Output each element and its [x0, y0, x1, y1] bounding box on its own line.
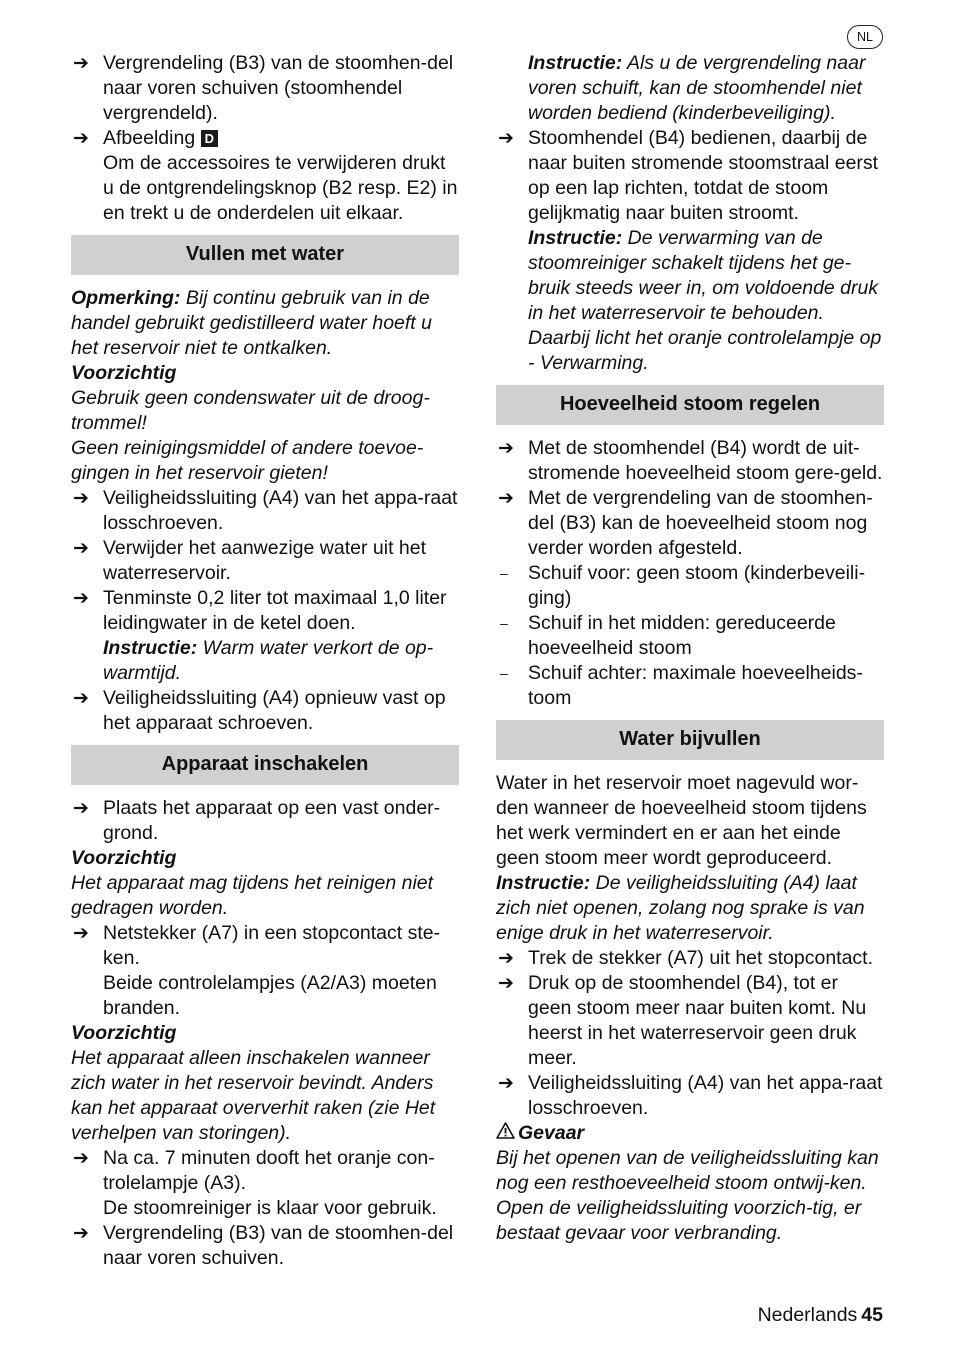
list-item: ➔ Tenminste 0,2 liter tot maximaal 1,0 liter leidingwater in de ketel doen.	[71, 586, 459, 636]
list-item-continuation: De stoomreiniger is klaar voor gebruik.	[103, 1197, 437, 1219]
list-item: ➔ Veiligheidssluiting (A4) opnieuw vast op het apparaat schroeven.	[71, 686, 459, 736]
list-item: ➔ Met de stoomhendel (B4) wordt de uit-stromende hoeveelheid stoom gere-geld.	[496, 436, 884, 486]
list-item: ➔ Vergrendeling (B3) van de stoomhen-del naar voren schuiven (stoomhendel vergrendeld).	[71, 51, 459, 126]
figure-label-box: D	[201, 130, 218, 147]
instruction-label: Instructie:	[528, 52, 623, 74]
instruction-note	[496, 871, 884, 946]
list-item: ➔ Plaats het apparaat op een vast onder-grond.	[71, 796, 459, 846]
instruction-text: De verwarming van de stoomreiniger schakelt tijdens het ge-bruik steeds weer in, om voldoende druk in het waterreservoir te behouden. Daarbij licht het oranje controlelampje op - Verwarming.	[528, 227, 882, 374]
list-item: ➔ Netstekker (A7) in een stopcontact ste-ken.	[71, 921, 459, 971]
list-item: ➔ Trek de stekker (A7) uit het stopcontact.	[496, 946, 884, 971]
right-column	[496, 51, 884, 1246]
note-text: Bij continu gebruik van in de handel gebruikt gedistilleerd water hoeft u het reservoir niet te ontkalken.	[71, 287, 432, 359]
dash-item: – Schuif in het midden: gereduceerde hoeveelheid stoom	[496, 611, 884, 661]
section-heading-inschakelen: Apparaat inschakelen	[71, 745, 459, 785]
danger-label-line	[496, 1121, 884, 1146]
note-paragraph	[71, 286, 459, 361]
caution-text: Geen reinigingsmiddel of andere toevoe-gingen in het reservoir gieten!	[71, 437, 424, 484]
instruction-note	[496, 51, 884, 126]
list-item	[71, 126, 459, 151]
dash-item: – Schuif achter: maximale hoeveelheids-toom	[496, 661, 884, 711]
list-item: ➔ Verwijder het aanwezige water uit het waterreservoir.	[71, 536, 459, 586]
instruction-label: Instructie:	[496, 872, 591, 894]
danger-text: Bij het openen van de veiligheidssluiting kan nog een resthoeveelheid stoom ontwij-ken. Open de veiligheidssluiting voorzich-tig, er bestaat gevaar voor verbranding.	[496, 1147, 879, 1244]
list-item: ➔ Vergrendeling (B3) van de stoomhen-del naar voren schuiven.	[71, 1221, 459, 1271]
caution-text: Het apparaat alleen inschakelen wanneer zich water in het reservoir bevindt. Anders kan het apparaat oververhit raken (zie Het verhelpen van storingen).	[71, 1047, 436, 1144]
section-heading-stoom-regelen: Hoeveelheid stoom regelen	[496, 385, 884, 425]
warning-triangle-icon	[496, 1121, 518, 1146]
section-heading-vullen: Vullen met water	[71, 235, 459, 275]
instruction-text: De veiligheidssluiting (A4) laat zich niet openen, zolang nog sprake is van enige druk in het waterreservoir.	[496, 872, 865, 944]
caution-label: Voorzichtig	[71, 847, 177, 869]
list-item: ➔ Veiligheidssluiting (A4) van het appa-raat losschroeven.	[71, 486, 459, 536]
instruction-label: Instructie:	[528, 227, 623, 249]
instruction-text: Als u de vergrendeling naar voren schuift, kan de stoomhendel niet worden bediend (kinderbeveiliging).	[528, 52, 866, 124]
language-badge: NL	[847, 25, 883, 49]
list-item: ➔ Stoomhendel (B4) bedienen, daarbij de naar buiten stromende stoomstraal eerst op een lap richten, totdat de stoom gelijkmatig naar buiten stroomt.	[496, 126, 884, 226]
instruction-note	[71, 636, 459, 686]
list-item-continuation: Om de accessoires te verwijderen drukt u de ontgrendelingsknop (B2 resp. E2) in en trekt u de onderdelen uit elkaar.	[103, 152, 458, 224]
page-footer	[700, 1303, 883, 1328]
figure-ref: Afbeelding	[103, 127, 196, 149]
body-paragraph: Water in het reservoir moet nagevuld wor-den wanneer de hoeveelheid stoom tijdens het werk vermindert en er aan het einde geen stoom meer wordt geproduceerd.	[496, 772, 867, 869]
caution-label: Voorzichtig	[71, 362, 177, 384]
caution-text: Gebruik geen condenswater uit de droog-trommel!	[71, 387, 430, 434]
note-label: Opmerking:	[71, 287, 181, 309]
list-item: ➔ Veiligheidssluiting (A4) van het appa-raat losschroeven.	[496, 1071, 884, 1121]
list-item: ➔ Met de vergrendeling van de stoomhen-del (B3) kan de hoeveelheid stoom nog verder worden afgesteld.	[496, 486, 884, 561]
instruction-label: Instructie:	[103, 637, 198, 659]
list-item: ➔ Druk op de stoomhendel (B4), tot er geen stoom meer naar buiten komt. Nu heerst in het waterreservoir geen druk meer.	[496, 971, 884, 1071]
list-item-continuation: Beide controlelampjes (A2/A3) moeten branden.	[103, 972, 437, 1019]
caution-text: Het apparaat mag tijdens het reinigen niet gedragen worden.	[71, 872, 434, 919]
section-heading-bijvullen: Water bijvullen	[496, 720, 884, 760]
caution-label: Voorzichtig	[71, 1022, 177, 1044]
page-number: 45	[861, 1304, 883, 1326]
dash-item: – Schuif voor: geen stoom (kinderbeveili-ging)	[496, 561, 884, 611]
list-item: ➔ Na ca. 7 minuten dooft het oranje con-trolelampje (A3).	[71, 1146, 459, 1196]
danger-label: Gevaar	[518, 1122, 585, 1144]
instruction-note	[496, 226, 884, 376]
instruction-text: Warm water verkort de op-warmtijd.	[103, 637, 434, 684]
footer-language: Nederlands	[757, 1304, 858, 1326]
left-column	[71, 51, 459, 1271]
